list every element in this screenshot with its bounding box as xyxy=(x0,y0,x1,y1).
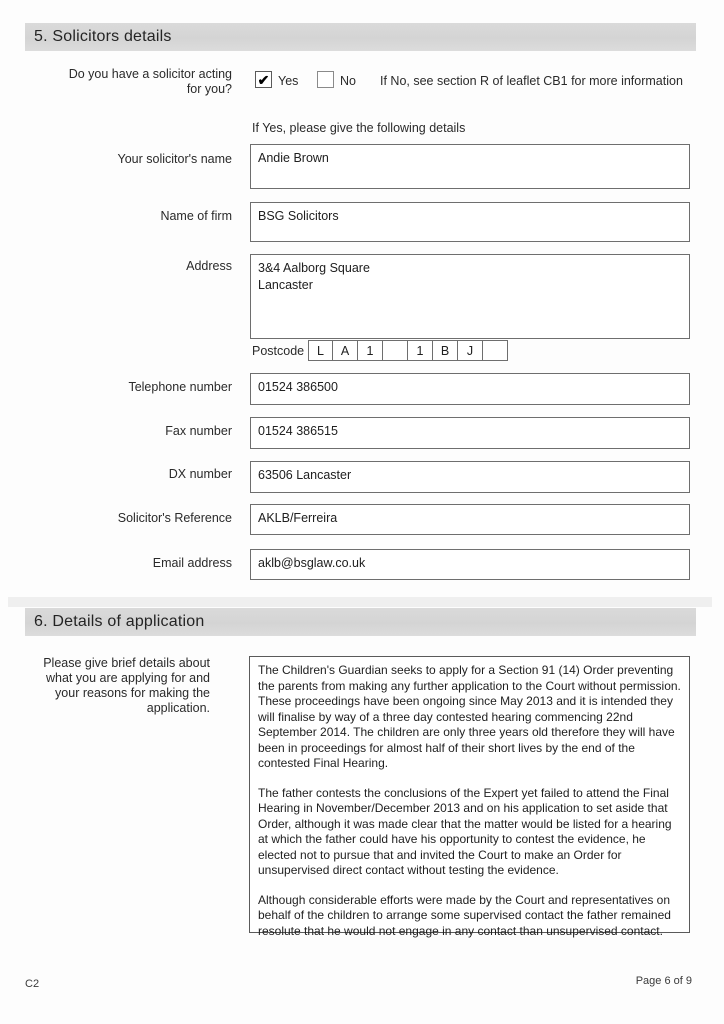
solicitor-reference-label: Solicitor's Reference xyxy=(117,511,232,525)
solicitor-question-label xyxy=(25,67,232,97)
telephone-value: 01524 386500 xyxy=(258,380,338,394)
application-details-field[interactable] xyxy=(249,656,690,938)
no-checkbox[interactable] xyxy=(317,71,334,88)
solicitor-question-line2: for you? xyxy=(186,82,232,96)
postcode-cell[interactable] xyxy=(483,340,508,361)
dx-number-field[interactable] xyxy=(250,461,690,493)
fax-label: Fax number xyxy=(165,424,232,438)
telephone-field[interactable] xyxy=(250,373,690,405)
yes-label: Yes xyxy=(278,74,299,88)
postcode-cell[interactable]: J xyxy=(458,340,483,361)
email-field[interactable] xyxy=(250,549,690,580)
firm-name-field[interactable] xyxy=(250,202,690,242)
postcode-label: Postcode xyxy=(252,344,305,358)
postcode-field xyxy=(308,340,508,361)
scan-shading-stripe xyxy=(8,597,712,607)
solicitor-name-field[interactable] xyxy=(250,144,690,189)
section-6-header xyxy=(25,608,696,636)
prompt-line4: application. xyxy=(146,701,210,715)
application-details-prompt xyxy=(25,656,210,716)
address-field[interactable] xyxy=(250,254,690,339)
address-line2: Lancaster xyxy=(258,278,313,292)
address-line1: 3&4 Aalborg Square xyxy=(258,261,370,275)
email-label: Email address xyxy=(152,556,232,570)
form-code: C2 xyxy=(25,978,40,990)
prompt-line2: what you are applying for and xyxy=(46,671,210,685)
fax-value: 01524 386515 xyxy=(258,424,338,438)
firm-name-label: Name of firm xyxy=(160,209,232,223)
postcode-cell[interactable]: 1 xyxy=(358,340,383,361)
solicitor-reference-value: AKLB/Ferreira xyxy=(258,511,338,525)
checkmark-icon: ✔ xyxy=(257,71,270,88)
section-5-header xyxy=(25,23,696,51)
address-label: Address xyxy=(186,259,232,273)
solicitor-name-label: Your solicitor's name xyxy=(117,152,232,166)
email-value: aklb@bsglaw.co.uk xyxy=(258,556,366,570)
solicitor-question-line1: Do you have a solicitor acting xyxy=(68,67,232,81)
no-label: No xyxy=(340,74,356,88)
postcode-cell[interactable]: B xyxy=(433,340,458,361)
solicitor-name-value: Andie Brown xyxy=(258,151,329,165)
section-5-title: 5. Solicitors details xyxy=(34,28,172,45)
prompt-line3: your reasons for making the xyxy=(55,686,210,700)
if-no-note: If No, see section R of leaflet CB1 for more information xyxy=(380,74,683,88)
dx-number-label: DX number xyxy=(168,467,232,481)
dx-number-value: 63506 Lancaster xyxy=(258,468,352,482)
application-details-paragraph: The father contests the conclusions of the Expert yet failed to attend the Final Hearing in November/December 2013 and on his application to set aside that Order, although it was made clear that the matter would be listed for a hearing at which the father could have his opportunity to contest the evidence, he elected not to pursue that and invited the Court to make an Order for unsupervised direct contact without testing the evidence. xyxy=(258,785,672,877)
fax-field[interactable] xyxy=(250,417,690,449)
application-details-paragraph: Although considerable efforts were made by the Court and representatives on behalf of the children to arrange some supervised contact the father remained resolute that he would not engage in any contact than unsupervised contact. xyxy=(258,892,671,938)
postcode-cell[interactable]: 1 xyxy=(408,340,433,361)
firm-name-value: BSG Solicitors xyxy=(258,209,339,223)
section-6-title: 6. Details of application xyxy=(34,613,205,630)
if-yes-note: If Yes, please give the following details xyxy=(252,121,466,135)
postcode-cell[interactable] xyxy=(383,340,408,361)
page-indicator: Page 6 of 9 xyxy=(635,975,692,987)
telephone-label: Telephone number xyxy=(128,380,232,394)
application-details-paragraph: The Children's Guardian seeks to apply for a Section 91 (14) Order preventing the parents from making any further application to the Court without permission. These proceedings have been ongoing since May 2013 and it is intended they will finalise by way of a three day contested hearing commencing 22nd September 2014. The children are only three years old therefore they will have been in proceedings for almost half of their short lives by the end of the contested Final Hearing. xyxy=(258,663,681,770)
solicitor-reference-field[interactable] xyxy=(250,504,690,535)
postcode-cell[interactable]: A xyxy=(333,340,358,361)
postcode-cell[interactable]: L xyxy=(308,340,333,361)
yes-checkbox[interactable] xyxy=(255,71,272,88)
prompt-line1: Please give brief details about xyxy=(43,656,210,670)
